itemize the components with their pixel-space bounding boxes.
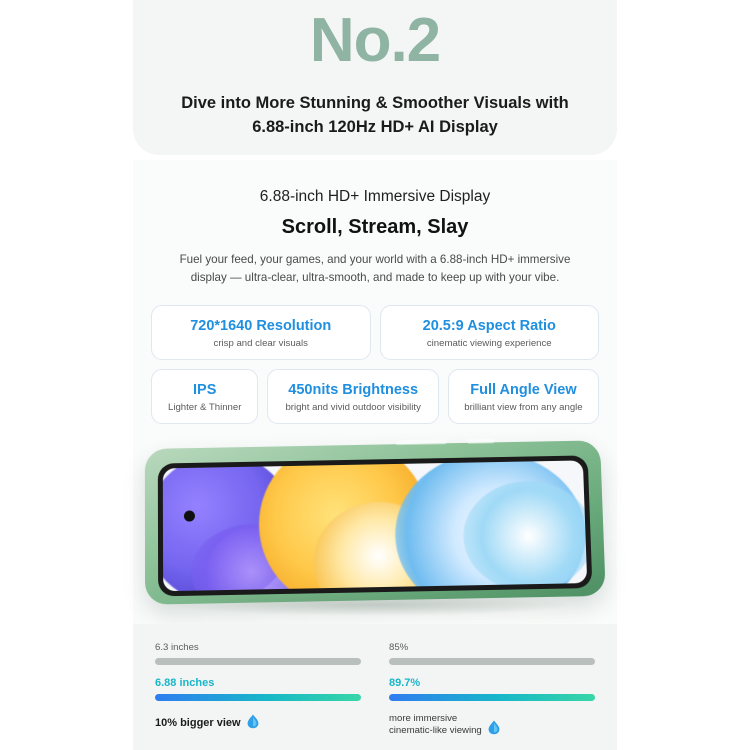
feature-chip-resolution: [151, 305, 371, 360]
feature-chip-title: 450nits Brightness: [288, 382, 419, 399]
section-headline: Scroll, Stream, Slay: [281, 216, 469, 238]
arrow-up-icon: [246, 713, 260, 731]
phone-image-area: [133, 442, 617, 638]
feature-chip-subtitle: cinematic viewing experience: [426, 338, 552, 350]
phone-device-image: [145, 441, 606, 605]
content-panel: [133, 160, 617, 750]
hero-section: [0, 0, 750, 160]
comparison-highlight-bar: [389, 694, 595, 701]
section-kicker: 6.88-inch HD+ Immersive Display: [259, 188, 491, 205]
power-button: [467, 439, 495, 444]
feature-chip-title: 720*1640 Resolution: [190, 317, 332, 334]
feature-chip-subtitle: bright and vivid outdoor visibility: [285, 402, 421, 414]
feature-chip-title: IPS: [193, 382, 217, 399]
feature-chip-subtitle: brilliant view from any angle: [464, 402, 583, 414]
comparison-section: [133, 624, 617, 750]
arrow-up-icon: [487, 719, 501, 737]
body-section: [0, 160, 750, 750]
hero-subtitle-line-1: Dive into More Stunning & Smoother Visuals with: [181, 94, 569, 112]
section-description: Fuel your feed, your games, and your world with a 6.88-inch HD+ immersive display — ultra-clear, ultra-smooth, and made to keep up with your vibe.: [179, 253, 571, 284]
feature-chip-title: Full Angle View: [470, 382, 577, 399]
comparison-column-size: [133, 624, 375, 750]
phone-screen-bezel: [158, 456, 593, 597]
comparison-highlight-label: 89.7%: [389, 677, 421, 689]
comparison-footer: [155, 713, 361, 731]
feature-chip-brightness: [267, 369, 438, 424]
feature-chip-aspect-ratio: [380, 305, 600, 360]
comparison-highlight-label: 6.88 inches: [155, 677, 215, 689]
comparison-base-label: 85%: [389, 642, 409, 653]
feature-chip-row-2: [151, 369, 599, 424]
comparison-footer-text: 10% bigger view: [155, 717, 241, 730]
feature-chip-ips: [151, 369, 258, 424]
feature-chip-subtitle: Lighter & Thinner: [168, 402, 242, 414]
feature-chip-full-angle-view: [448, 369, 599, 424]
feature-chip-group: [133, 305, 617, 424]
hero-badge-number: No.2: [309, 6, 441, 75]
comparison-footer: [389, 713, 595, 737]
phone-shadow: [173, 594, 573, 616]
feature-chip-row-1: [151, 305, 599, 360]
feature-chip-subtitle: crisp and clear visuals: [213, 338, 308, 350]
volume-button: [395, 440, 447, 446]
comparison-footer-text: [389, 713, 482, 737]
comparison-footer-line-1: more immersive: [389, 713, 458, 724]
comparison-highlight-bar: [155, 694, 361, 701]
comparison-base-bar: [155, 658, 361, 665]
comparison-column-screen-ratio: [375, 624, 617, 750]
comparison-base-bar: [389, 658, 595, 665]
phone-wallpaper: [163, 461, 587, 592]
comparison-footer-line-2: cinematic-like viewing: [389, 724, 482, 736]
hero-subtitle-line-2: 6.88-inch 120Hz HD+ AI Display: [252, 117, 498, 136]
hero-subtitle: [150, 92, 600, 140]
comparison-base-label: 6.3 inches: [155, 642, 199, 653]
feature-chip-title: 20.5:9 Aspect Ratio: [422, 317, 556, 334]
